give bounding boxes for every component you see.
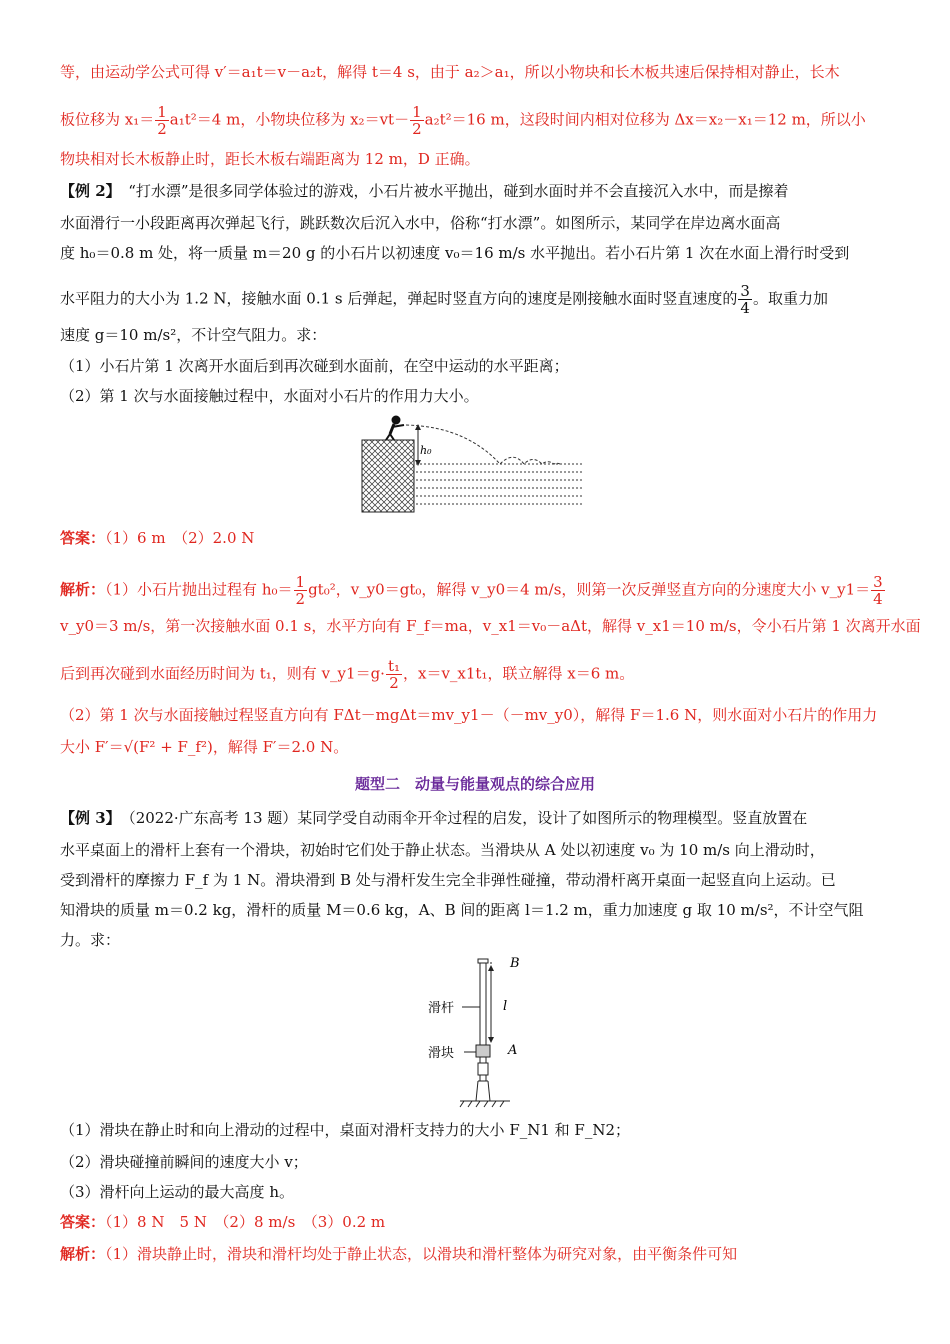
person-icon (386, 416, 404, 440)
water (416, 464, 584, 504)
fraction: $\frac{3}{4}$ (740, 282, 750, 317)
bank (362, 440, 414, 512)
example-3-line: 知滑块的质量 m＝0.2 kg，滑杆的质量 M＝0.6 kg，A、B 间的距离 l＝1.2 m，重力加速度 g 取 10 m/s²，不计空气阻 (60, 901, 864, 919)
answer-line: 答案：（1）8 N 5 N （2）8 m/s （3）0.2 m (60, 1213, 386, 1231)
solution-line: 物块相对长木板静止时，距长木板右端距离为 12 m，D 正确。 (60, 150, 480, 168)
example-3-line: 【例 3】 （2022·广东高考 13 题）某同学受自动雨伞开伞过程的启发，设计了如图所示的物理模型。竖直放置在 (60, 809, 808, 827)
section-title: 题型二 动量与能量观点的综合应用 (354, 775, 595, 793)
label-B: B (510, 956, 520, 971)
solution-line: 板位移为 x₁＝ $\frac{1}{2}$ a₁t²＝4 m，小物块位移为 x₂＝vt－ $\frac{1}{2}$ a₂t²＝16 m，这段时间内相对位移为 Δx＝x₂－x₁＝12 m，所以小 (60, 103, 866, 138)
question-2: （2）滑块碰撞前瞬间的速度大小 v； (60, 1153, 308, 1171)
solution-line: v_y0＝3 m/s，第一次接触水面 0.1 s，水平方向有 F_f＝ma，v_x1＝v₀－aΔt，解得 v_x1＝10 m/s，令小石片第 1 次离开水面 (60, 617, 921, 635)
fraction: $\frac{3}{4}$ (873, 573, 883, 608)
question-3: （3）滑杆向上运动的最大高度 h。 (60, 1183, 294, 1201)
answer-label: 答案： (60, 1213, 106, 1231)
label-A: A (508, 1043, 518, 1058)
solution-label: 解析： (60, 1245, 106, 1263)
label-l: l (503, 999, 508, 1014)
example-label: 【例 2】 (60, 182, 114, 200)
solution-line: 解析：（1）滑块静止时，滑块和滑杆均处于静止状态，以滑块和滑杆整体为研究对象，由平衡条件可知 (60, 1245, 738, 1263)
solution-line: （2）第 1 次与水面接触过程竖直方向有 FΔt－mgΔt＝mv_y1－（－mv_y0），解得 F＝1.6 N，则水面对小石片的作用力 (60, 706, 878, 724)
fraction: $\frac{1}{2}$ (412, 103, 422, 138)
solution-line: 解析：（1）小石片抛出过程有 h₀＝ $\frac{1}{2}$ gt₀²，v_y0＝gt₀，解得 v_y0＝4 m/s，则第一次反弹竖直方向的分速度大小 v_y1＝ $\frac{3}{4}$ (60, 573, 883, 608)
label-rod: 滑杆 (428, 1001, 455, 1016)
label-slider: 滑块 (428, 1046, 455, 1061)
example-3-line: 受到滑杆的摩擦力 F_f 为 1 N。滑块滑到 B 处与滑杆发生完全非弹性碰撞，带动滑杆离开桌面一起竖直向上运动。已 (60, 871, 836, 889)
example-2-line: 【例 2】 “打水漂”是很多同学体验过的游戏，小石片被水平抛出，碰到水面时并不会直接沉入水中，而是擦着 (60, 182, 789, 200)
solution-line: 大小 F′＝√(F² + F_f²)，解得 F′＝2.0 N。 (60, 738, 349, 756)
example-2-line: 度 h₀＝0.8 m 处，将一质量 m＝20 g 的小石片以初速度 v₀＝16 m/s 水平抛出。若小石片第 1 次在水面上滑行时受到 (60, 244, 850, 262)
example-2-line: 速度 g＝10 m/s²，不计空气阻力。求： (60, 326, 327, 344)
solution-line: 后到再次碰到水面经历时间为 t₁，则有 v_y1＝g· $\frac{\text{t₁}}{2}$ ，x＝v_x1t₁，联立解得 x＝6 m。 (60, 657, 635, 692)
example-3-line: 力。求： (60, 931, 121, 949)
example-3-line: 水平桌面上的滑杆上套有一个滑块，初始时它们处于静止状态。当滑块从 A 处以初速度 v₀ 为 10 m/s 向上滑动时， (60, 841, 825, 859)
example-2-line: 水面滑行一小段距离再次弹起飞行，跳跃数次后沉入水中，俗称“打水漂”。如图所示，某同学在岸边离水面高 (60, 214, 781, 232)
question-2: （2）第 1 次与水面接触过程中，水面对小石片的作用力大小。 (60, 387, 479, 405)
fraction: $\frac{1}{2}$ (157, 103, 167, 138)
fraction: $\frac{1}{2}$ (295, 573, 306, 608)
slider (476, 1045, 490, 1057)
question-1: （1）滑块在静止时和向上滑动的过程中，桌面对滑杆支持力的大小 F_N1 和 F_N2； (60, 1121, 631, 1139)
example-label: 【例 3】 (60, 809, 114, 827)
stone-skipping-figure (360, 412, 590, 516)
question-1: （1）小石片第 1 次离开水面后到再次碰到水面前，在空中运动的水平距离； (60, 357, 569, 375)
answer-label: 答案： (60, 529, 106, 547)
answer-line: 答案：（1）6 m （2）2.0 N (60, 529, 255, 547)
solution-line: 等，由运动学公式可得 v′＝a₁t＝v－a₂t，解得 t＝4 s，由于 a₂＞a₁，所以小物块和长木板共速后保持相对静止，长木 (60, 63, 840, 81)
solution-label: 解析： (60, 580, 106, 599)
h0-label: h₀ (420, 444, 432, 457)
rod-slider-figure (420, 955, 530, 1110)
example-2-line: 水平阻力的大小为 1.2 N，接触水面 0.1 s 后弹起，弹起时竖直方向的速度是刚接触水面时竖直速度的 $\frac{3}{4}$ 。取重力加 (60, 282, 828, 317)
fraction: $\frac{\text{t₁}}{2}$ (387, 657, 400, 692)
